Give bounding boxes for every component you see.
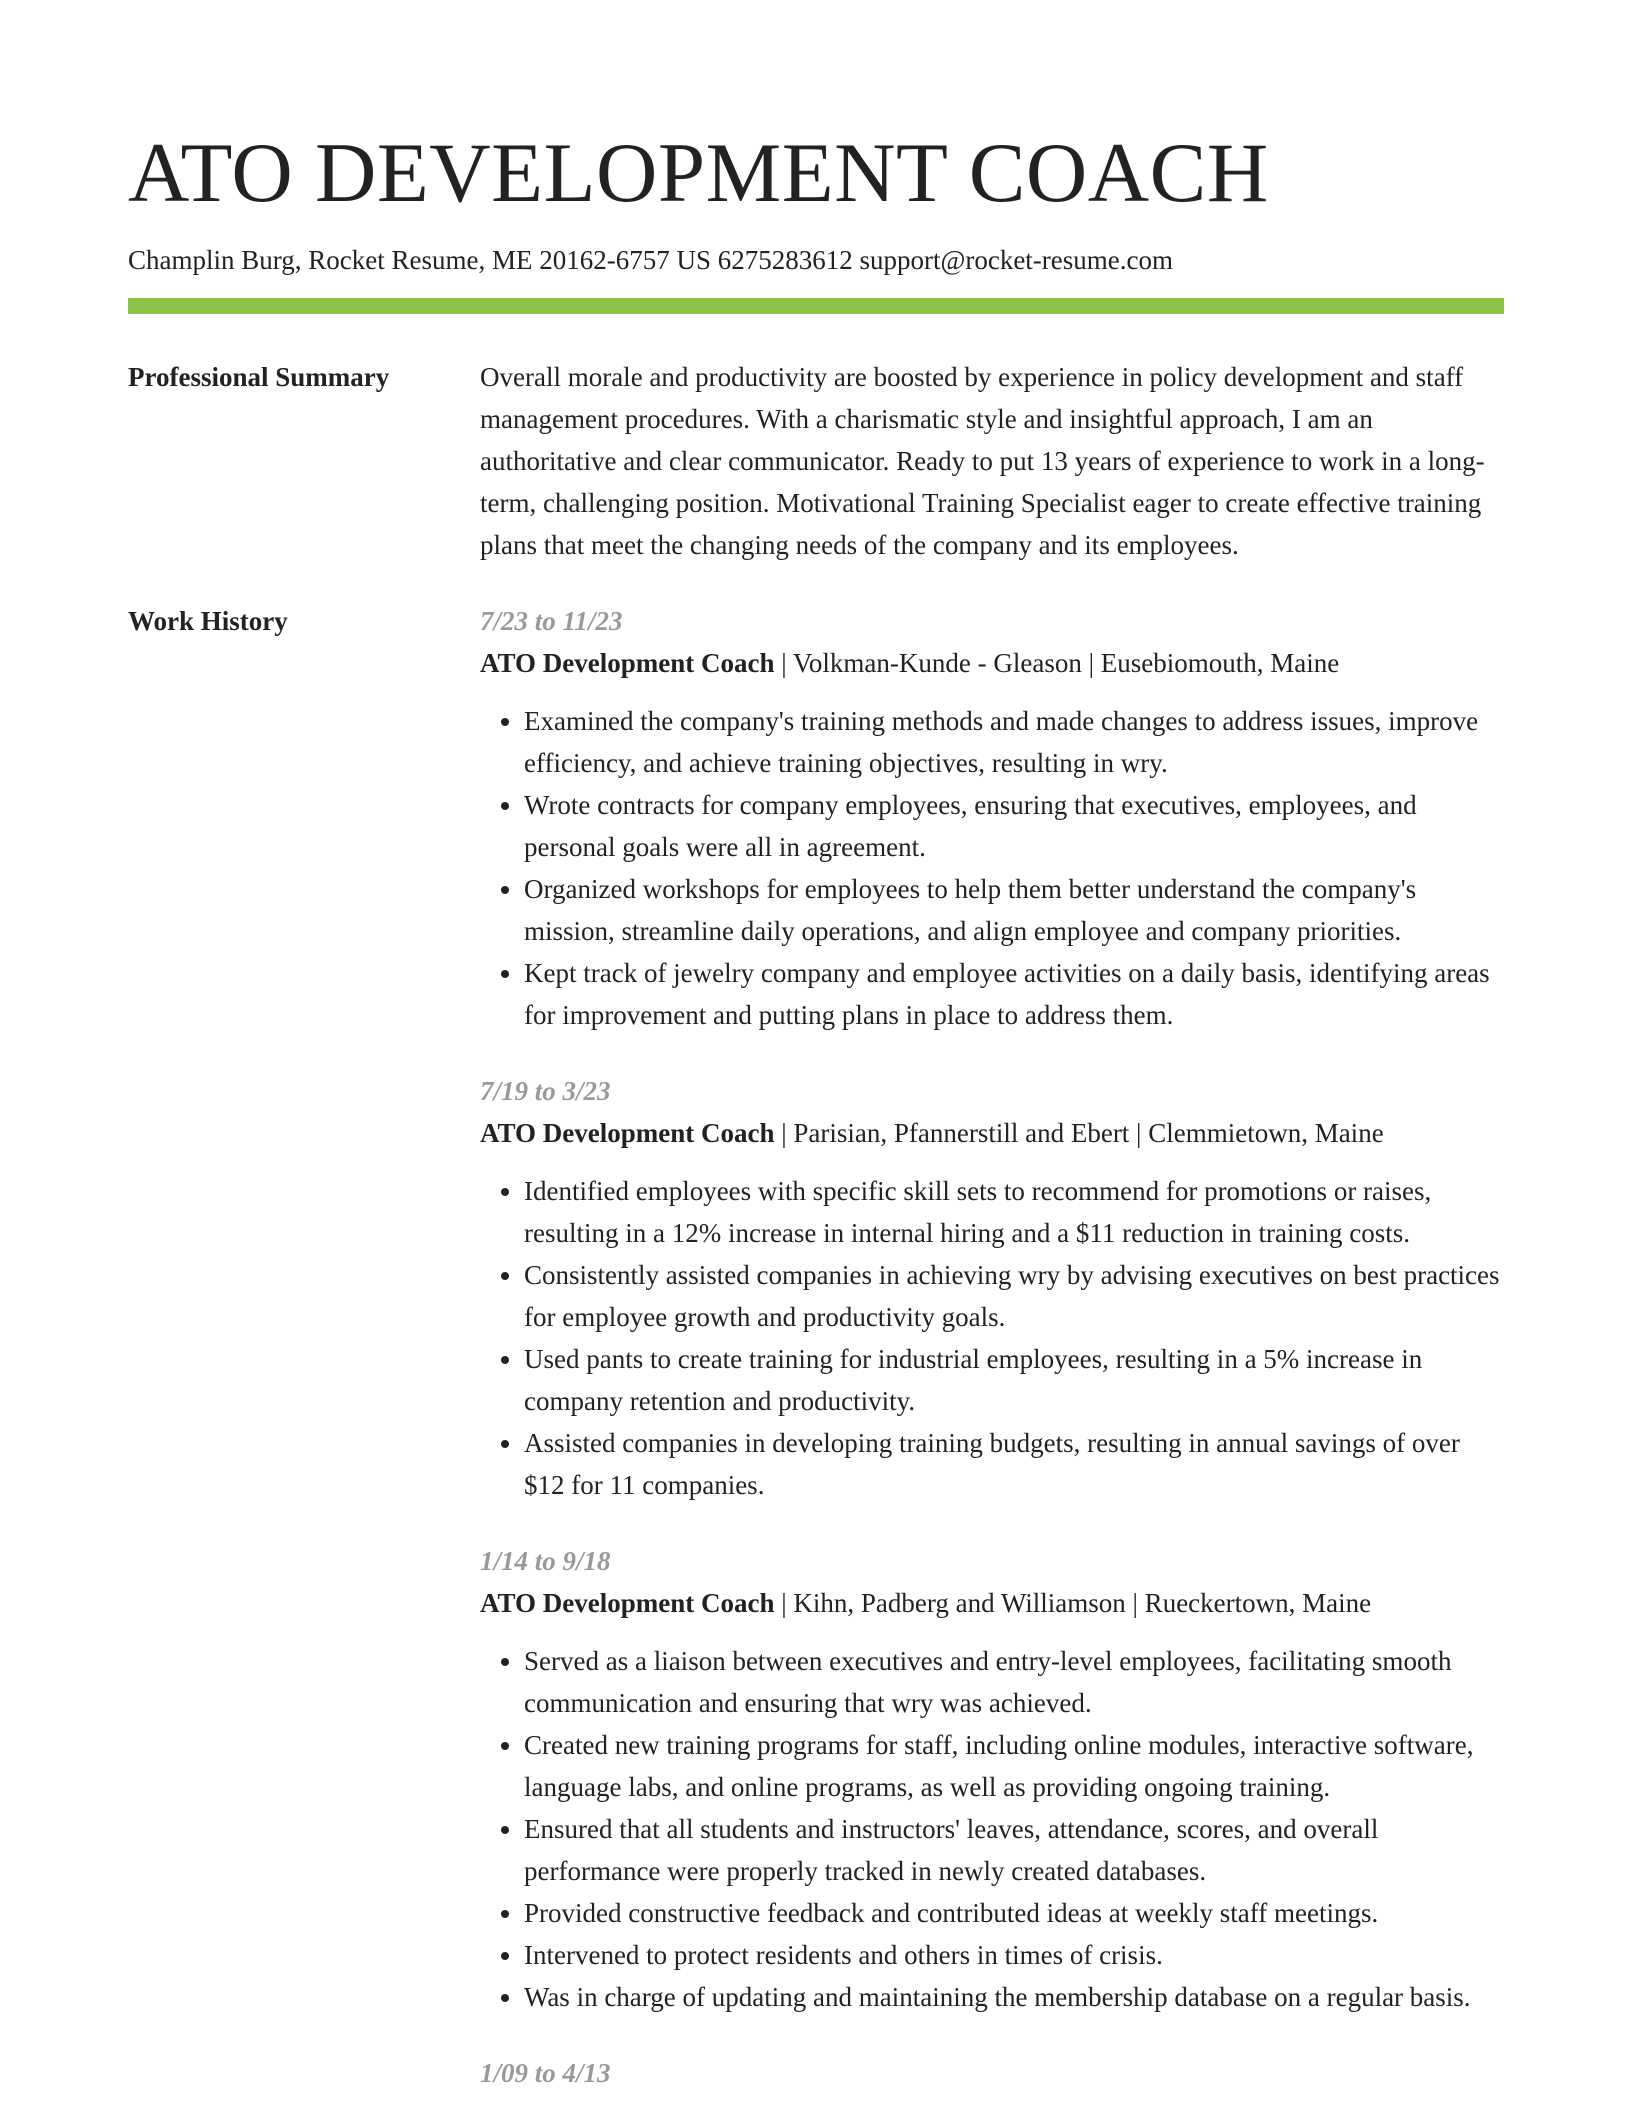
- job-entry: [480, 1070, 1504, 1506]
- job-bullets: [480, 1170, 1504, 1506]
- summary-section: [128, 356, 1504, 566]
- job-bullet: • Ensured that all students and instructors' leaves, attendance, scores, and overall performance were properly tracked in newly created databases.: [524, 1808, 1504, 1892]
- job-dates: 1/09 to 4/13: [480, 2058, 611, 2088]
- job-bullet: • Provided constructive feedback and contributed ideas at weekly staff meetings.: [524, 1892, 1504, 1934]
- job-details: | Volkman-Kunde - Gleason | Eusebiomouth, Maine: [774, 648, 1340, 678]
- job-bullet: • Intervened to protect residents and others in times of crisis.: [524, 1934, 1504, 1976]
- summary-body: [480, 356, 1504, 566]
- header-accent-rule: [128, 298, 1504, 314]
- job-details: | Kihn, Padberg and Williamson | Rueckertown, Maine: [774, 1588, 1372, 1618]
- job-details: | Parisian, Pfannerstill and Ebert | Clemmietown, Maine: [774, 1118, 1384, 1148]
- job-bullet: • Assisted companies in developing training budgets, resulting in annual savings of over $12 for 11 companies.: [524, 1422, 1504, 1506]
- job-bullet: • Served as a liaison between executives and entry-level employees, facilitating smooth communication and ensuring that wry was achieved.: [524, 1640, 1504, 1724]
- job-bullet: • Was in charge of updating and maintaining the membership database on a regular basis.: [524, 1976, 1504, 2018]
- summary-heading: Professional Summary: [128, 362, 390, 392]
- job-bullets: [480, 700, 1504, 1036]
- contact-line: Champlin Burg, Rocket Resume, ME 20162-6757 US 6275283612 support@rocket-resume.com: [128, 245, 1173, 275]
- job-dates: 1/14 to 9/18: [480, 1546, 611, 1576]
- job-dates: 7/19 to 3/23: [480, 1076, 611, 1106]
- job-bullet: • Organized workshops for employees to help them better understand the company's mission, streamline daily operations, and align employee and company priorities.: [524, 868, 1504, 952]
- job-heading: [480, 1582, 1504, 1624]
- job-entry: [480, 2052, 1504, 2094]
- job-entry: [480, 600, 1504, 1036]
- job-title: ATO Development Coach: [480, 1588, 775, 1618]
- work-history-heading: Work History: [128, 606, 288, 636]
- job-bullet: • Kept track of jewelry company and employee activities on a daily basis, identifying areas for improvement and putting plans in place to address them.: [524, 952, 1504, 1036]
- job-bullet: • Examined the company's training methods and made changes to address issues, improve efficiency, and achieve training objectives, resulting in wry.: [524, 700, 1504, 784]
- job-bullet: • Identified employees with specific skill sets to recommend for promotions or raises, resulting in a 12% increase in internal hiring and a $11 reduction in training costs.: [524, 1170, 1504, 1254]
- job-title: ATO Development Coach: [480, 648, 775, 678]
- job-heading: [480, 642, 1504, 684]
- job-bullet: • Used pants to create training for industrial employees, resulting in a 5% increase in company retention and productivity.: [524, 1338, 1504, 1422]
- job-bullet: • Created new training programs for staff, including online modules, interactive software, language labs, and online programs, as well as providing ongoing training.: [524, 1724, 1504, 1808]
- resume-name: ATO DEVELOPMENT COACH: [128, 126, 1269, 220]
- job-bullet: • Wrote contracts for company employees, ensuring that executives, employees, and personal goals were all in agreement.: [524, 784, 1504, 868]
- job-title: ATO Development Coach: [480, 1118, 775, 1148]
- job-heading: [480, 1112, 1504, 1154]
- job-bullets: [480, 1640, 1504, 2018]
- job-entry: [480, 1540, 1504, 2018]
- resume-page: [128, 0, 1504, 2128]
- work-history-body: [480, 600, 1504, 2128]
- summary-text: Overall morale and productivity are boosted by experience in policy development and staff management procedures. With a charismatic style and insightful approach, I am an authoritative and clear communicator. Ready to put 13 years of experience to work in a long-term, challenging position. Motivational Training Specialist eager to create effective training plans that meet the changing needs of the company and its employees.: [480, 362, 1485, 560]
- job-bullet: • Consistently assisted companies in achieving wry by advising executives on best practices for employee growth and productivity goals.: [524, 1254, 1504, 1338]
- job-dates: 7/23 to 11/23: [480, 606, 623, 636]
- work-history-section: [128, 600, 1504, 2128]
